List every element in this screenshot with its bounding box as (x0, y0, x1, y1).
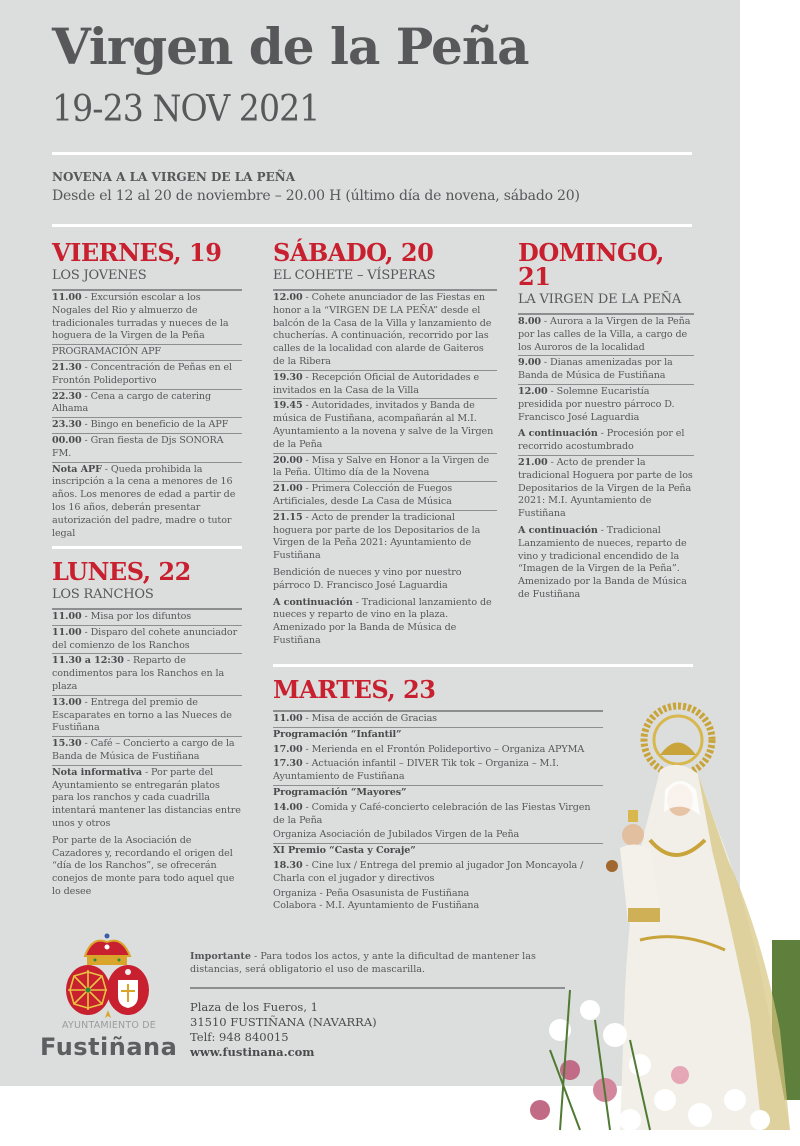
event-item: 11.00 - Excursión escolar a los Nogales del Rio y almuerzo de tradicionales turradas y nueces de la hoguera de la Virgen de la Peña (52, 291, 242, 345)
event-note: Por parte de la Asociación de Cazadores y, recordando el origen del “día de los Ranchos”, se ofrecerán conejos de monte para todo aquel que lo desee (52, 834, 235, 897)
event-item: 17.00 - Merienda en el Frontón Polideportivo – Organiza APYMA (273, 743, 585, 755)
event-item: Colabora - M.I. Ayuntamiento de Fustiñana (273, 900, 480, 912)
event-item: 11.00 - Misa de acción de Gracias (273, 712, 603, 728)
event-item: 20.00 - Misa y Salve en Honor a la Virgen de la Peña. Último día de la Novena (273, 454, 497, 483)
day-viernes (52, 238, 242, 541)
logo-name: Fustiñana (40, 1033, 178, 1061)
event-dates: 19-23 NOV 2021 (52, 89, 320, 130)
event-item: 18.30 - Cine lux / Entrega del premio al jugador Jon Moncayola / Charla con el jugador y directivos (273, 859, 584, 884)
event-item: 23.30 - Bingo en beneficio de la APF (52, 418, 242, 434)
event-item: A continuación - Tradicional lanzamiento de nueces y reparto de vino en la plaza. Amenizado por la Banda de Música de Fustiñana (273, 596, 492, 646)
day-subtitle: LOS JOVENES (52, 268, 147, 283)
divider (52, 152, 692, 155)
event-list (273, 289, 497, 649)
page-title: Virgen de la Peña (52, 17, 529, 76)
event-note: Nota APF - Queda prohibida la inscripción a la cena a menores de 16 años. Los menores de edad a partir de los 16 años, deberán presentar autorización del padre, madre o tutor legal (52, 463, 236, 539)
event-item: Bendición de nueces y vino por nuestro párroco D. Francisco José Laguardia (273, 566, 462, 591)
event-item: 14.00 - Comida y Café-concierto celebración de las Fiestas Virgen de la Peña (273, 801, 591, 826)
day-subtitle: EL COHETE – VÍSPERAS (273, 268, 436, 283)
day-title: LUNES, 22 (52, 557, 191, 586)
event-list (52, 608, 242, 900)
day-title: SÁBADO, 20 (273, 238, 434, 267)
event-list (52, 289, 242, 541)
event-section-heading: Programación “Mayores” (273, 786, 407, 798)
event-item: 22.30 - Cena a cargo de catering Alhama (52, 390, 242, 419)
website-link[interactable]: www.fustinana.com (190, 1045, 315, 1059)
event-item: 19.30 - Recepción Oficial de Autoridades e invitados en la Casa de la Villa (273, 371, 497, 400)
novena-text: Desde el 12 al 20 de noviembre – 20.00 H (último día de novena, sábado 20) (52, 188, 580, 204)
day-sabado (273, 238, 497, 649)
divider (273, 664, 693, 667)
novena-heading: NOVENA A LA VIRGEN DE LA PEÑA (52, 170, 296, 184)
event-item: PROGRAMACIÓN APF (52, 345, 242, 361)
day-title: VIERNES, 19 (52, 238, 222, 267)
event-item: A continuación - Procesión por el recorrido acostumbrado (518, 427, 694, 456)
day-title: DOMINGO, 21 (518, 238, 664, 291)
event-item: 21.30 - Concentración de Peñas en el Frontón Polideportivo (52, 361, 242, 390)
event-item: 21.00 - Primera Colección de Fuegos Artificiales, desde La Casa de Música (273, 482, 497, 511)
event-item: 11.30 a 12:30 - Reparto de condimentos para los Ranchos en la plaza (52, 654, 242, 695)
event-item: 12.00 - Solemne Eucaristía presidida por nuestro párroco D. Francisco José Laguardia (518, 385, 675, 423)
day-subtitle: LOS RANCHOS (52, 587, 154, 602)
event-item: 21.15 - Acto de prender la tradicional hoguera por parte de los Depositarios de la Virgen de la Peña 2021: Ayuntamiento de Fustiñana (273, 511, 481, 562)
event-item: 11.00 - Disparo del cohete anunciador del comienzo de los Ranchos (52, 626, 242, 655)
event-item: Organiza Asociación de Jubilados Virgen de la Peña (273, 828, 603, 844)
logo-caption: AYUNTAMIENTO DE (62, 1020, 156, 1031)
event-item: A continuación - Tradicional Lanzamiento de nueces, reparto de vino y tradicional encendido de la “Imagen de la Virgen de la Peña”. Amenizado por la Banda de Música de Fustiñana (518, 524, 687, 600)
divider (52, 546, 242, 549)
event-item: 00.00 - Gran fiesta de Djs SONORA FM. (52, 434, 242, 463)
virgin-statue-image (500, 690, 800, 1146)
event-list (518, 313, 694, 603)
event-item: 19.45 - Autoridades, invitados y Banda de música de Fustiñana, acompañarán al M.I. Ayuntamiento a la novena y salve de la Virgen de la Peña (273, 399, 497, 453)
divider (52, 224, 692, 227)
event-item: 9.00 - Dianas amenizadas por la Banda de Música de Fustiñana (518, 356, 694, 385)
contact-address (190, 1000, 377, 1060)
event-section-heading: XI Premio “Casta y Coraje” (273, 845, 416, 857)
event-section-heading: Programación “Infantil” (273, 728, 402, 740)
event-item: 12.00 - Cohete anunciador de las Fiestas en honor a la “VIRGEN DE LA PEÑA” desde el balcón de la Casa de la Villa y lanzamiento de chucherías. A continuación, recorrido por las calles de la localidad con alarde de Gaiteros de la Ribera (273, 291, 497, 371)
event-item: 21.00 - Acto de prender la tradicional Hoguera por parte de los Depositarios de la Virgen de la Peña 2021: M.I. Ayuntamiento de Fustiñana (518, 456, 693, 520)
event-note: Nota informativa - Por parte del Ayuntamiento se entregarán platos para los ranchos y cada cuadrilla intentará mantener las distancias entre unos y otros (52, 766, 241, 829)
event-item: Organiza - Peña Osasunista de Fustiñana (273, 887, 470, 899)
day-title: MARTES, 23 (273, 675, 436, 704)
day-lunes (52, 557, 242, 900)
event-item: 8.00 - Aurora a la Virgen de la Peña por las calles de la Villa, a cargo de los Auroros de la localidad (518, 315, 694, 356)
event-item: 15.30 - Café – Concierto a cargo de la Banda de Música de Fustiñana (52, 737, 242, 766)
day-subtitle: LA VIRGEN DE LA PEÑA (518, 292, 682, 307)
important-note: Importante - Para todos los actos, y ante la dificultad de mantener las distancias, será obligatorio el uso de mascarilla. (190, 951, 536, 975)
event-item: 11.00 - Misa por los difuntos (52, 610, 242, 626)
phone: Telf: 948 840015 (190, 1030, 289, 1044)
address-line: 31510 FUSTIÑANA (NAVARRA) (190, 1015, 377, 1029)
event-item: 17.30 - Actuación infantil – DIVER Tik tok – Organiza – M.I. Ayuntamiento de Fustiñana (273, 757, 603, 786)
day-domingo (518, 238, 694, 603)
address-line: Plaza de los Fueros, 1 (190, 1000, 318, 1014)
event-item: 13.00 - Entrega del premio de Escaparates en torno a las Nueces de Fustiñana (52, 696, 242, 737)
